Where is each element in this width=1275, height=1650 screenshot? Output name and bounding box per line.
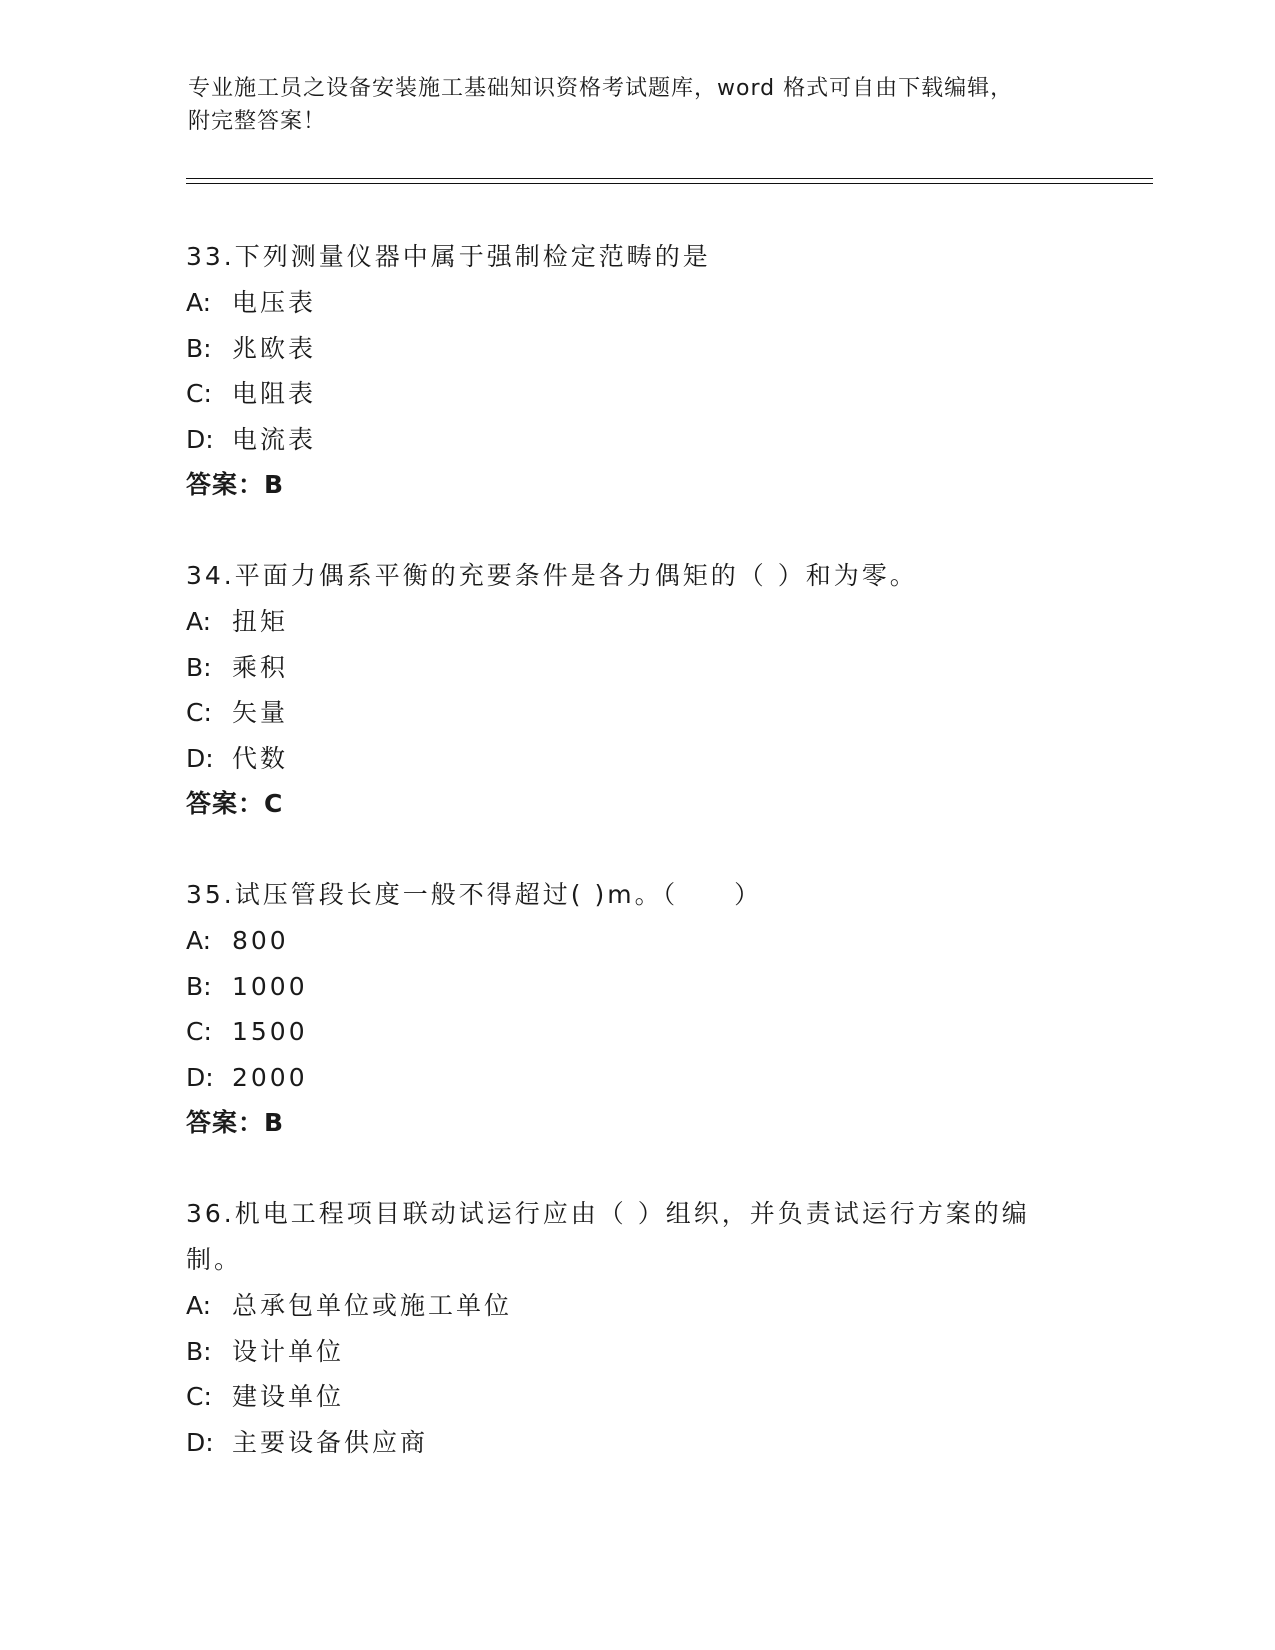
option-letter: B: [186, 1336, 212, 1366]
option-letter: A: [186, 288, 212, 317]
option-text: 兆欧表 [232, 333, 317, 363]
question-36 [186, 1191, 1066, 1465]
option-b [186, 964, 1066, 1010]
header-divider-bottom [186, 183, 1153, 184]
option-a [186, 280, 1066, 326]
option-text: 1000 [232, 971, 308, 1001]
option-b [186, 326, 1066, 372]
option-a [186, 599, 1066, 645]
option-letter: C: [186, 379, 212, 408]
option-b [186, 645, 1066, 691]
header-line-2: 附完整答案！ [188, 109, 327, 134]
question-34 [186, 553, 1066, 826]
option-a [186, 918, 1066, 964]
option-letter: D: [186, 424, 214, 454]
option-c [186, 1374, 1066, 1420]
option-text: 建设单位 [232, 1382, 345, 1411]
option-text: 1500 [232, 1017, 308, 1046]
option-letter: D: [186, 1427, 214, 1457]
option-letter: A: [186, 926, 212, 955]
option-text: 设计单位 [232, 1336, 345, 1366]
option-letter: B: [186, 652, 212, 682]
option-text: 主要设备供应商 [232, 1427, 429, 1457]
option-letter: B: [186, 333, 212, 363]
option-a [186, 1283, 1066, 1329]
question-35 [186, 872, 1066, 1145]
question-33 [186, 234, 1066, 507]
answer-line: 答案：B [186, 1108, 285, 1137]
option-text: 电压表 [232, 288, 317, 317]
option-text: 矢量 [232, 698, 289, 727]
option-text: 800 [232, 926, 289, 955]
option-text: 乘积 [232, 652, 289, 682]
header-line-1: 专业施工员之设备安装施工基础知识资格考试题库，word 格式可自由下载编辑， [188, 76, 1014, 101]
question-stem: 34.平面力偶系平衡的充要条件是各力偶矩的（ ）和为零。 [186, 561, 918, 590]
option-letter: C: [186, 1382, 212, 1411]
document-header [188, 72, 1088, 138]
question-stem: 36.机电工程项目联动试运行应由（ ）组织，并负责试运行方案的编制。 [186, 1199, 1030, 1274]
option-text: 2000 [232, 1062, 308, 1092]
question-stem: 33.下列测量仪器中属于强制检定范畴的是 [186, 242, 711, 271]
option-d [186, 417, 1066, 463]
option-letter: B: [186, 971, 212, 1001]
option-d [186, 1420, 1066, 1466]
answer-line: 答案：C [186, 789, 284, 818]
option-c [186, 1009, 1066, 1055]
option-letter: A: [186, 607, 212, 636]
option-letter: C: [186, 698, 212, 727]
option-text: 总承包单位或施工单位 [232, 1291, 513, 1320]
option-letter: D: [186, 1062, 214, 1092]
option-text: 代数 [232, 743, 289, 773]
option-letter: D: [186, 743, 214, 773]
option-b [186, 1329, 1066, 1375]
answer-line: 答案：B [186, 470, 285, 499]
option-d [186, 736, 1066, 782]
header-divider-top [186, 178, 1153, 179]
option-text: 电流表 [232, 424, 317, 454]
option-c [186, 690, 1066, 736]
option-letter: A: [186, 1291, 212, 1320]
question-stem: 35.试压管段长度一般不得超过( )m。（ ） [186, 880, 763, 909]
option-c [186, 371, 1066, 417]
option-d [186, 1055, 1066, 1101]
option-text: 电阻表 [232, 379, 317, 408]
option-text: 扭矩 [232, 607, 289, 636]
option-letter: C: [186, 1017, 212, 1046]
